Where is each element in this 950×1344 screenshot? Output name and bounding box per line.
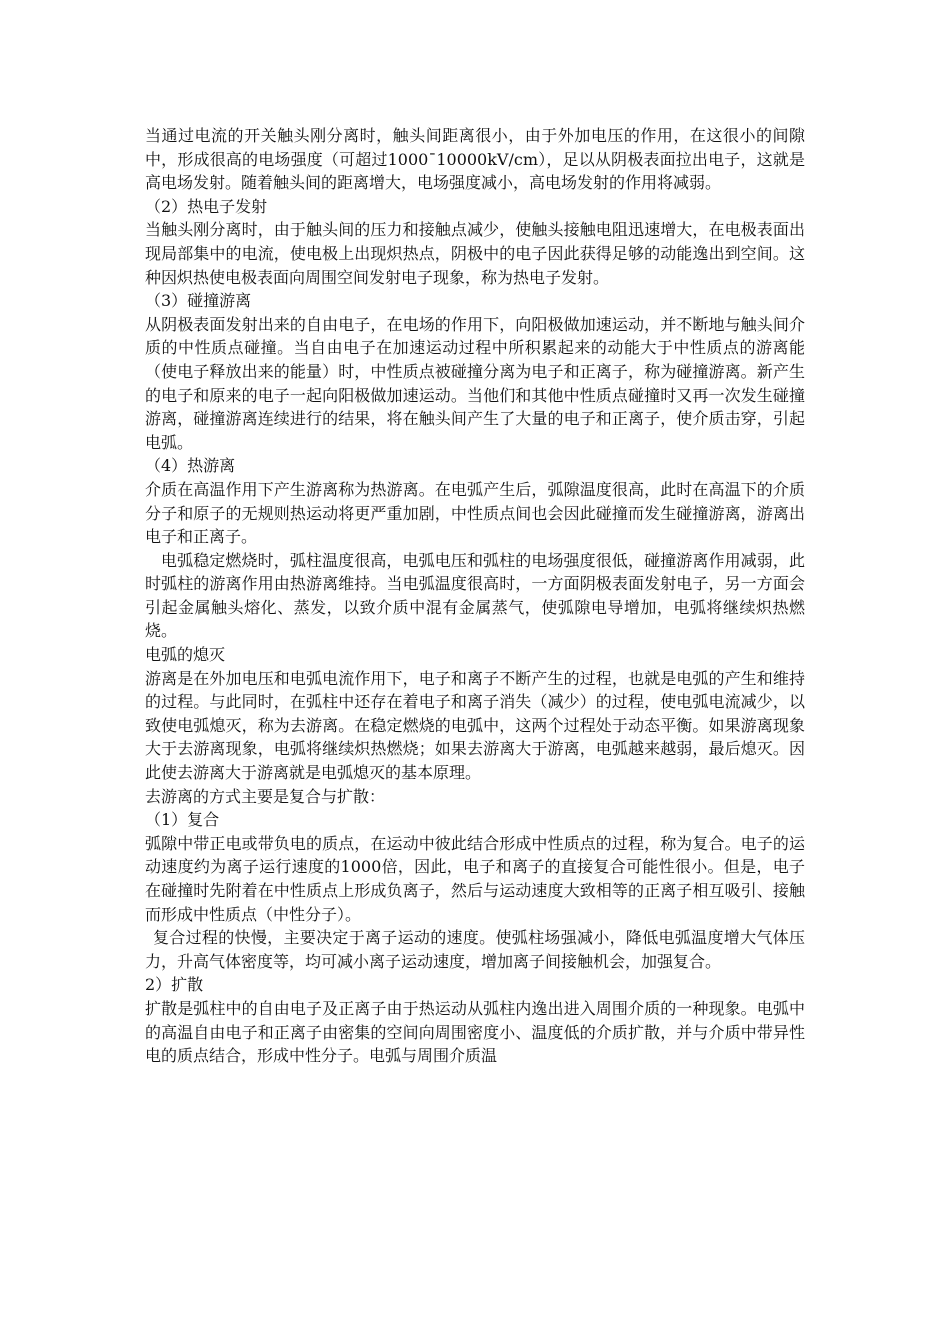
document-page <box>145 124 805 1068</box>
heading-recombination: （1）复合 <box>145 810 220 830</box>
heading-collision-ionization: （3）碰撞游离 <box>145 291 252 311</box>
paragraph-diffusion: 扩散是弧柱中的自由电子及正离子由于热运动从弧柱内逸出进入周围介质的一种现象。电弧中的高温自由电子和正离子由密集的空间向周围密度小、温度低的介质扩散，并与介质中带异性电的质点结合，形成中性分子。电弧与周围介质温 <box>145 998 805 1066</box>
heading-diffusion: 2）扩散 <box>145 975 204 995</box>
heading-thermal-ionization: （4）热游离 <box>145 456 236 476</box>
paragraph-high-field-emission: 当通过电流的开关触头刚分离时，触头间距离很小，由于外加电压的作用，在这很小的间隙中，形成很高的电场强度（可超过1000¯10000kV/cm），足以从阴极表面拉出电子，这就是高电场发射。随着触头间的距离增大，电场强度减小，高电场发射的作用将减弱。 <box>145 126 805 193</box>
paragraph-stable-arc-burning: 电弧稳定燃烧时，弧柱温度很高，电弧电压和弧柱的电场强度很低，碰撞游离作用减弱，此时弧柱的游离作用由热游离维持。当电弧温度很高时，一方面阴极表面发射电子，另一方面会引起金属触头熔化、蒸发，以致介质中混有金属蒸气，使弧隙电导增加，电弧将继续炽热燃烧。 <box>145 550 805 641</box>
paragraph-recombination-speed: 复合过程的快慢，主要决定于离子运动的速度。使弧柱场强减小，降低电弧温度增大气体压力，升高气体密度等，均可减小离子运动速度，增加离子间接触机会，加强复合。 <box>145 928 805 971</box>
paragraph-recombination: 弧隙中带正电或带负电的质点，在运动中彼此结合形成中性质点的过程，称为复合。电子的运动速度约为离子运行速度的1000倍，因此，电子和离子的直接复合可能性很小。但是，电子在碰撞时先附着在中性质点上形成负离子，然后与运动速度大致相等的正离子相互吸引、接触而形成中性质点（中性分子）。 <box>145 833 805 924</box>
heading-thermionic-emission: （2）热电子发射 <box>145 196 268 216</box>
paragraph-deionization: 游离是在外加电压和电弧电流作用下，电子和离子不断产生的过程，也就是电弧的产生和维持的过程。与此同时，在弧柱中还存在着电子和离子消失（减少）的过程，使电弧电流减少，以致使电弧熄灭，称为去游离。在稳定燃烧的电弧中，这两个过程处于动态平衡。如果游离现象大于去游离现象，电弧将继续炽热燃烧；如果去游离大于游离，电弧越来越弱，最后熄灭。因此使去游离大于游离就是电弧熄灭的基本原理。 <box>145 668 805 783</box>
heading-arc-extinction: 电弧的熄灭 <box>145 645 226 665</box>
paragraph-deionization-methods: 去游离的方式主要是复合与扩散： <box>145 786 386 806</box>
paragraph-thermal-ionization: 介质在高温作用下产生游离称为热游离。在电弧产生后，弧隙温度很高，此时在高温下的介质分子和原子的无规则热运动将更严重加剧，中性质点间也会因此碰撞而发生碰撞游离，游离出电子和正离子。 <box>145 479 805 547</box>
paragraph-thermionic-emission: 当触头刚分离时，由于触头间的压力和接触点减少，使触头接触电阻迅速增大，在电极表面出现局部集中的电流，使电极上出现炽热点，阴极中的电子因此获得足够的动能逸出到空间。这种因炽热使电极表面向周围空间发射电子现象，称为热电子发射。 <box>145 220 805 287</box>
paragraph-collision-ionization: 从阴极表面发射出来的自由电子，在电场的作用下，向阳极做加速运动，并不断地与触头间介质的中性质点碰撞。当自由电子在加速运动过程中所积累起来的动能大于中性质点的游离能（使电子释放出来的能量）时，中性质点被碰撞分离为电子和正离子，称为碰撞游离。新产生的电子和原来的电子一起向阳极做加速运动。当他们和其他中性质点碰撞时又再一次发生碰撞游离，碰撞游离连续进行的结果，将在触头间产生了大量的电子和正离子，使介质击穿，引起电弧。 <box>145 314 805 452</box>
